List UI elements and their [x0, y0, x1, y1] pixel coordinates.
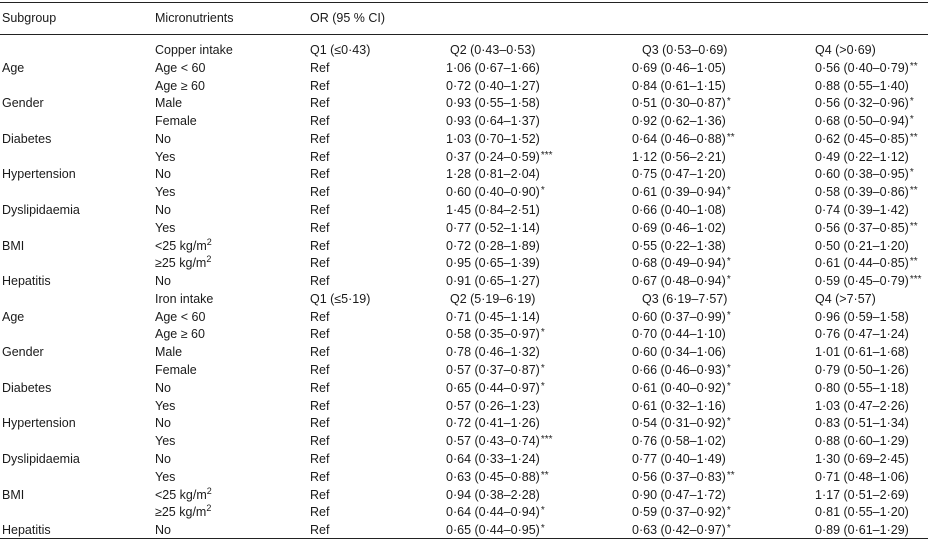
q4-cell: 0·59 (0·45–0·79)*** [815, 274, 922, 288]
category-cell: No [155, 523, 171, 537]
header-subgroup: Subgroup [2, 11, 57, 25]
q1-cell: Ref [310, 61, 330, 75]
q3-cell: 0·55 (0·22–1·38) [632, 239, 726, 253]
category-cell: Female [155, 114, 197, 128]
significance-marker: * [726, 505, 731, 516]
q4-cell: 0·79 (0·50–1·26) [815, 363, 909, 377]
q4-cell: 0·56 (0·37–0·85)** [815, 221, 918, 235]
q3-cell: 0·84 (0·61–1·15) [632, 79, 726, 93]
q2-cell: 0·65 (0·44–0·95)* [446, 523, 545, 537]
q1-cell: Ref [310, 256, 330, 270]
category-cell: ≥25 $kg/m^2$ [155, 254, 212, 270]
q2-cell: Q2 (5·19–6·19) [450, 292, 536, 306]
q4-cell: 0·61 (0·44–0·85)** [815, 256, 918, 270]
significance-marker: * [909, 167, 914, 178]
q3-cell: 0·76 (0·58–1·02) [632, 434, 726, 448]
significance-marker: ** [909, 132, 918, 143]
q4-cell: 0·60 (0·38–0·95)* [815, 167, 914, 181]
q1-cell: Q1 (≤0·43) [310, 43, 371, 57]
q3-cell: 0·51 (0·30–0·87)* [632, 96, 731, 110]
q2-cell: 0·71 (0·45–1·14) [446, 310, 540, 324]
significance-marker: * [726, 274, 731, 285]
q4-cell: Q4 (>0·69) [815, 43, 876, 57]
q2-cell: 0·64 (0·44–0·94)* [446, 505, 545, 519]
q4-cell: 0·88 (0·55–1·40) [815, 79, 909, 93]
q2-cell: 0·58 (0·35–0·97)* [446, 327, 545, 341]
q1-cell: Ref [310, 310, 330, 324]
category-cell: Age ≥ 60 [155, 79, 205, 93]
q2-cell: 0·64 (0·33–1·24) [446, 452, 540, 466]
significance-marker: * [540, 327, 545, 338]
q4-cell: 0·88 (0·60–1·29) [815, 434, 909, 448]
q1-cell: Ref [310, 434, 330, 448]
q3-cell: 0·69 (0·46–1·05) [632, 61, 726, 75]
q3-cell: Q3 (6·19–7·57) [642, 292, 728, 306]
category-cell: Age < 60 [155, 310, 206, 324]
significance-marker: * [726, 363, 731, 374]
q4-cell: 0·83 (0·51–1·34) [815, 416, 909, 430]
category-cell: ≥25 $kg/m^2$ [155, 503, 212, 519]
category-cell: No [155, 203, 171, 217]
q1-cell: Ref [310, 363, 330, 377]
q2-cell: 1·45 (0·84–2·51) [446, 203, 540, 217]
category-cell: Male [155, 96, 183, 110]
q2-cell: 0·60 (0·40–0·90)* [446, 185, 545, 199]
category-cell: Yes [155, 150, 176, 164]
q4-cell: 0·50 (0·21–1·20) [815, 239, 909, 253]
q3-cell: 0·92 (0·62–1·36) [632, 114, 726, 128]
header-micronutrients: Micronutrients [155, 11, 234, 25]
unit-superscript: 2 [206, 254, 212, 264]
q2-cell: 0·95 (0·65–1·39) [446, 256, 540, 270]
q4-cell: 0·56 (0·40–0·79)** [815, 61, 918, 75]
q3-cell: 0·90 (0·47–1·72) [632, 488, 726, 502]
significance-marker: * [726, 96, 731, 107]
q4-cell: 0·62 (0·45–0·85)** [815, 132, 918, 146]
q1-cell: Ref [310, 416, 330, 430]
q1-cell: Ref [310, 345, 330, 359]
header-or: OR (95 % CI) [310, 11, 386, 25]
significance-marker: * [909, 114, 914, 125]
category-cell: No [155, 167, 171, 181]
category-cell: No [155, 381, 171, 395]
significance-marker: *** [540, 434, 553, 445]
unit-superscript: 2 [206, 237, 212, 247]
q2-cell: 0·94 (0·38–2·28) [446, 488, 540, 502]
subgroup-cell: Diabetes [2, 132, 52, 146]
q3-cell: 0·67 (0·48–0·94)* [632, 274, 731, 288]
category-cell: Yes [155, 185, 176, 199]
q3-cell: 0·61 (0·40–0·92)* [632, 381, 731, 395]
q1-cell: Ref [310, 470, 330, 484]
q3-cell: 0·61 (0·32–1·16) [632, 399, 726, 413]
subgroup-cell: Hypertension [2, 167, 76, 181]
q1-cell: Ref [310, 488, 330, 502]
significance-marker: * [540, 381, 545, 392]
q2-cell: 0·65 (0·44–0·97)* [446, 381, 545, 395]
q1-cell: Ref [310, 203, 330, 217]
significance-marker: ** [909, 221, 918, 232]
significance-marker: * [726, 523, 731, 534]
significance-marker: ** [909, 185, 918, 196]
q4-cell: 0·80 (0·55–1·18) [815, 381, 909, 395]
unit-superscript: 2 [206, 486, 212, 496]
significance-marker: ** [726, 132, 735, 143]
q4-cell: 0·76 (0·47–1·24) [815, 327, 909, 341]
significance-marker: * [726, 256, 731, 267]
category-cell: <25 $kg/m^2$ [155, 486, 212, 502]
significance-marker: * [540, 185, 545, 196]
q4-cell: 0·49 (0·22–1·12) [815, 150, 909, 164]
q1-cell: Ref [310, 505, 330, 519]
category-cell: Age ≥ 60 [155, 327, 205, 341]
q1-cell: Ref [310, 523, 330, 537]
significance-marker: * [726, 310, 731, 321]
subgroup-cell: BMI [2, 488, 25, 502]
q2-cell: 1·28 (0·81–2·04) [446, 167, 540, 181]
q1-cell: Ref [310, 274, 330, 288]
category-cell: Yes [155, 434, 176, 448]
top-rule [0, 2, 928, 3]
subgroup-cell: Hepatitis [2, 523, 51, 537]
q2-cell: 0·63 (0·45–0·88)** [446, 470, 549, 484]
q4-cell: 0·56 (0·32–0·96)* [815, 96, 914, 110]
q3-cell: 0·60 (0·37–0·99)* [632, 310, 731, 324]
subgroup-cell: Dyslipidaemia [2, 203, 80, 217]
significance-marker: * [540, 363, 545, 374]
q2-cell: 0·57 (0·43–0·74)*** [446, 434, 553, 448]
q1-cell: Ref [310, 327, 330, 341]
subgroup-cell: Diabetes [2, 381, 52, 395]
q3-cell: 0·66 (0·40–1·08) [632, 203, 726, 217]
q2-cell: 0·37 (0·24–0·59)*** [446, 150, 553, 164]
micronutrient-label: Iron intake [155, 292, 214, 306]
q4-cell: 1·01 (0·61–1·68) [815, 345, 909, 359]
subgroup-cell: Hepatitis [2, 274, 51, 288]
significance-marker: *** [909, 274, 922, 285]
q2-cell: 1·03 (0·70–1·52) [446, 132, 540, 146]
q3-cell: 0·70 (0·44–1·10) [632, 327, 726, 341]
q2-cell: 0·72 (0·40–1·27) [446, 79, 540, 93]
subgroup-cell: Age [2, 61, 25, 75]
subgroup-cell: BMI [2, 239, 25, 253]
q2-cell: 0·93 (0·64–1·37) [446, 114, 540, 128]
q4-cell: 1·17 (0·51–2·69) [815, 488, 909, 502]
category-cell: No [155, 452, 171, 466]
significance-marker: ** [909, 256, 918, 267]
q1-cell: Ref [310, 452, 330, 466]
subgroup-cell: Gender [2, 345, 44, 359]
q2-cell: 0·93 (0·55–1·58) [446, 96, 540, 110]
significance-marker: ** [726, 470, 735, 481]
q1-cell: Ref [310, 150, 330, 164]
q3-cell: 0·59 (0·37–0·92)* [632, 505, 731, 519]
q3-cell: 1·12 (0·56–2·21) [632, 150, 726, 164]
q1-cell: Ref [310, 79, 330, 93]
subgroup-cell: Dyslipidaemia [2, 452, 80, 466]
q3-cell: 0·61 (0·39–0·94)* [632, 185, 731, 199]
q3-cell: 0·69 (0·46–1·02) [632, 221, 726, 235]
significance-marker: ** [909, 61, 918, 72]
subgroup-cell: Age [2, 310, 25, 324]
significance-marker: * [540, 523, 545, 534]
q4-cell: 0·74 (0·39–1·42) [815, 203, 909, 217]
q2-cell: Q2 (0·43–0·53) [450, 43, 536, 57]
q3-cell: Q3 (0·53–0·69) [642, 43, 728, 57]
q1-cell: Ref [310, 114, 330, 128]
q1-cell: Ref [310, 221, 330, 235]
q2-cell: 0·77 (0·52–1·14) [446, 221, 540, 235]
category-cell: No [155, 416, 171, 430]
header-rule [0, 34, 928, 35]
category-cell: Male [155, 345, 183, 359]
q4-cell: 0·96 (0·59–1·58) [815, 310, 909, 324]
q1-cell: Ref [310, 239, 330, 253]
q1-cell: Ref [310, 167, 330, 181]
category-cell: Yes [155, 470, 176, 484]
q3-cell: 0·60 (0·34–1·06) [632, 345, 726, 359]
category-cell: Female [155, 363, 197, 377]
q2-cell: 0·72 (0·41–1·26) [446, 416, 540, 430]
q1-cell: Ref [310, 399, 330, 413]
category-cell: No [155, 132, 171, 146]
q2-cell: 0·91 (0·65–1·27) [446, 274, 540, 288]
q4-cell: Q4 (>7·57) [815, 292, 876, 306]
q2-cell: 1·06 (0·67–1·66) [446, 61, 540, 75]
significance-marker: * [726, 416, 731, 427]
significance-marker: * [726, 185, 731, 196]
q4-cell: 1·03 (0·47–2·26) [815, 399, 909, 413]
subgroup-cell: Hypertension [2, 416, 76, 430]
q3-cell: 0·77 (0·40–1·49) [632, 452, 726, 466]
q4-cell: 0·81 (0·55–1·20) [815, 505, 909, 519]
q2-cell: 0·78 (0·46–1·32) [446, 345, 540, 359]
bottom-rule [0, 538, 928, 539]
significance-marker: * [726, 381, 731, 392]
category-cell: No [155, 274, 171, 288]
micronutrient-label: Copper intake [155, 43, 233, 57]
q2-cell: 0·57 (0·37–0·87)* [446, 363, 545, 377]
q1-cell: Ref [310, 381, 330, 395]
q4-cell: 1·30 (0·69–2·45) [815, 452, 909, 466]
category-cell: Yes [155, 399, 176, 413]
q2-cell: 0·72 (0·28–1·89) [446, 239, 540, 253]
q1-cell: Ref [310, 185, 330, 199]
category-cell: Age < 60 [155, 61, 206, 75]
significance-marker: ** [540, 470, 549, 481]
subgroup-cell: Gender [2, 96, 44, 110]
q4-cell: 0·89 (0·61–1·29) [815, 523, 909, 537]
q2-cell: 0·57 (0·26–1·23) [446, 399, 540, 413]
q3-cell: 0·63 (0·42–0·97)* [632, 523, 731, 537]
q3-cell: 0·68 (0·49–0·94)* [632, 256, 731, 270]
category-cell: <25 $kg/m^2$ [155, 237, 212, 253]
q3-cell: 0·56 (0·37–0·83)** [632, 470, 735, 484]
significance-marker: *** [540, 150, 553, 161]
q3-cell: 0·66 (0·46–0·93)* [632, 363, 731, 377]
q4-cell: 0·71 (0·48–1·06) [815, 470, 909, 484]
q3-cell: 0·54 (0·31–0·92)* [632, 416, 731, 430]
q1-cell: Ref [310, 132, 330, 146]
q4-cell: 0·58 (0·39–0·86)** [815, 185, 918, 199]
q1-cell: Q1 (≤5·19) [310, 292, 371, 306]
q1-cell: Ref [310, 96, 330, 110]
q4-cell: 0·68 (0·50–0·94)* [815, 114, 914, 128]
q3-cell: 0·64 (0·46–0·88)** [632, 132, 735, 146]
category-cell: Yes [155, 221, 176, 235]
q3-cell: 0·75 (0·47–1·20) [632, 167, 726, 181]
significance-marker: * [909, 96, 914, 107]
unit-superscript: 2 [206, 503, 212, 513]
significance-marker: * [540, 505, 545, 516]
